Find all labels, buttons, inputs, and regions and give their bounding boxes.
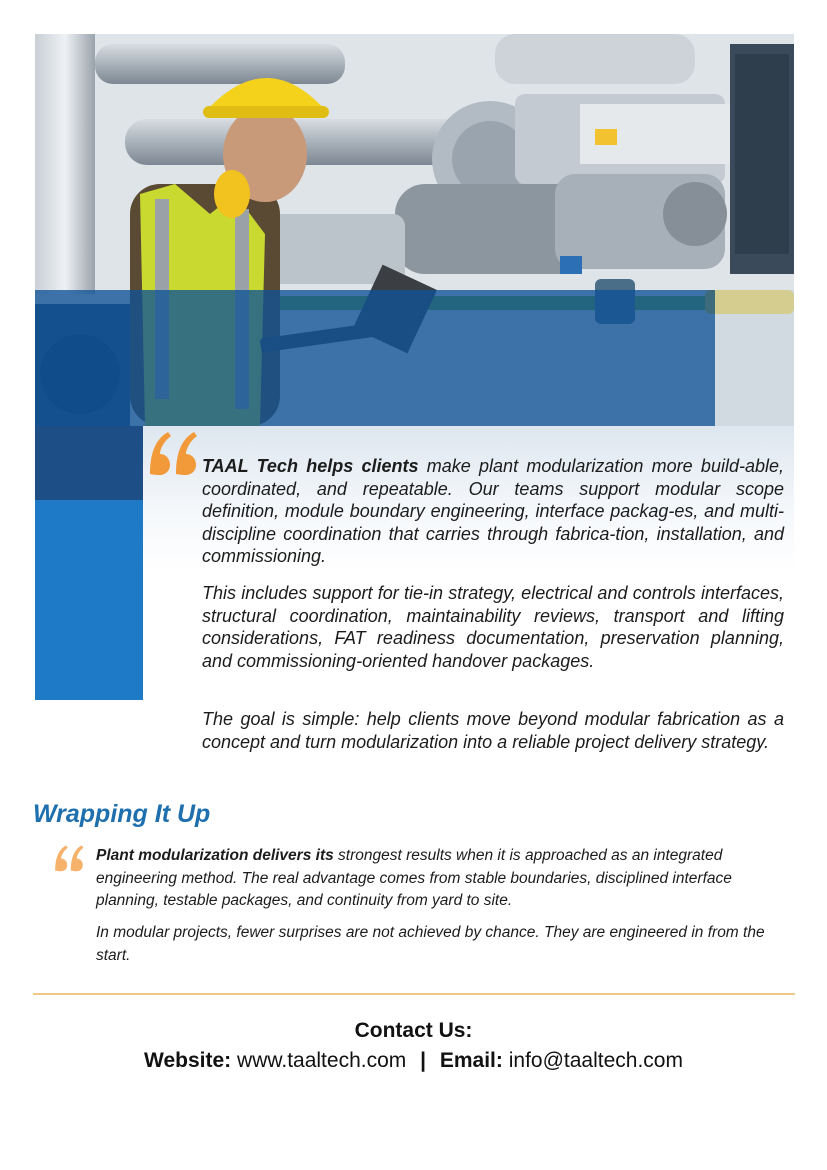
website-label: Website: [144, 1049, 232, 1072]
contact-title: Contact Us: [354, 1019, 473, 1042]
quote-icon [146, 428, 200, 478]
quote-icon [50, 843, 88, 873]
accent-bar-blue [35, 500, 143, 700]
hero-photo [35, 34, 794, 426]
email-label: Email: [439, 1049, 503, 1072]
quote-paragraph-1 [202, 455, 784, 568]
quote-paragraph-1-body: make plant modularization more build-able, coordinated, and repeatable. Our teams support modular scope definition, module boundary engineering, interface packag-es, and multi-discipline coordination that carries through fabrica-tion, installation, and commissioning. [202, 456, 784, 566]
divider [33, 993, 795, 995]
hero-light-overlay [715, 290, 794, 426]
contact-separator: | [420, 1049, 426, 1072]
wrap-paragraph-1-body: strongest results when it is approached as an integrated engineering method. The real advantage comes from stable boundaries, disciplined interface planning, testable packages, and continuity from yard to site. [96, 847, 732, 909]
website-link[interactable]: www.taaltech.com [237, 1049, 407, 1072]
section-title: Wrapping It Up [33, 800, 211, 828]
contact-line [0, 1049, 827, 1073]
quote-paragraph-3: The goal is simple: help clients move beyond modular fabrication as a concept and turn modularization into a reliable project delivery strategy. [202, 709, 784, 752]
hero-blue-overlay [35, 290, 715, 426]
wrap-paragraph-2: In modular projects, fewer surprises are not achieved by chance. They are engineered in from the start. [96, 924, 765, 964]
wrap-paragraph-1-lead: Plant modularization delivers its [96, 847, 334, 864]
wrap-paragraph-1 [96, 845, 786, 913]
accent-bar-dark [35, 426, 143, 500]
quote-paragraph-1-lead: TAAL Tech helps clients [202, 456, 419, 476]
quote-paragraph-2: This includes support for tie-in strategy, electrical and controls interfaces, structural coordination, maintainability reviews, transport and lifting considerations, FAT readiness documentation, preservation planning, and commissioning-oriented handover packages. [202, 583, 784, 671]
email-link[interactable]: info@taaltech.com [508, 1049, 683, 1072]
